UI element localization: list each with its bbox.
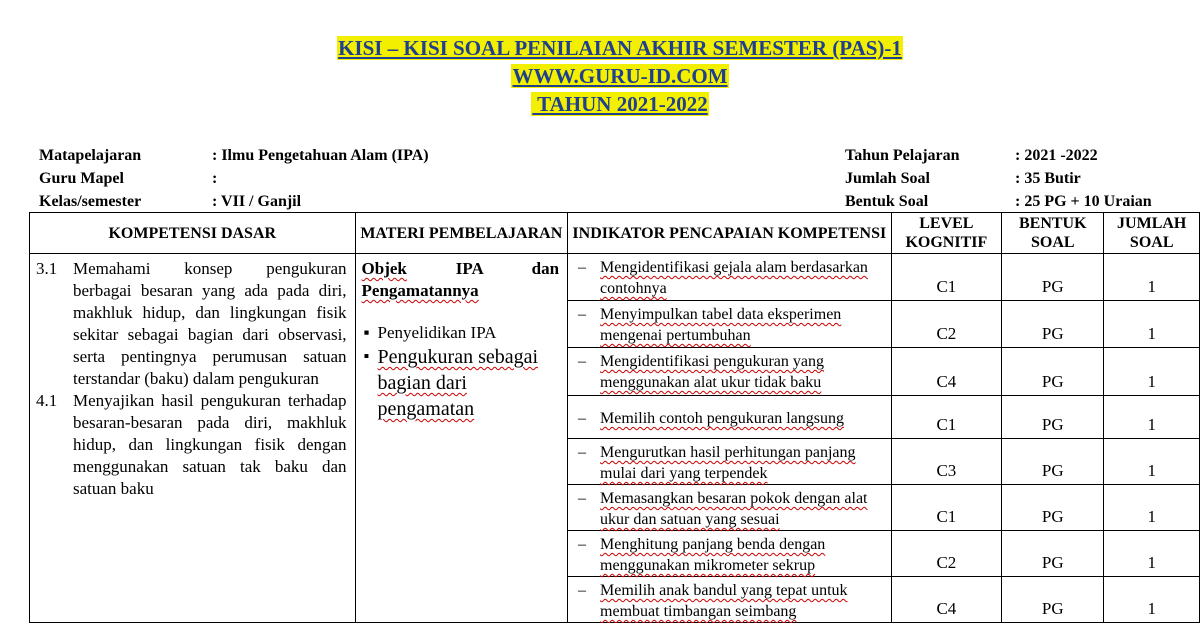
kompetensi-dasar-cell: [30, 254, 356, 623]
kd-number: 3.1: [36, 259, 58, 278]
kd-number: 4.1: [36, 391, 58, 410]
info-value: : 35 Butir: [1015, 170, 1081, 187]
info-label: Tahun Pelajaran: [845, 147, 960, 164]
bentuk-cell: PG: [1002, 254, 1104, 301]
kisi-kisi-table: [29, 212, 1200, 623]
info-labels-right: [845, 144, 960, 213]
materi-bullet: ▪ Pengukuran sebagai bagian dari pengamatan: [363, 346, 539, 420]
indikator-cell: – Mengidentifikasi pengukuran yang menggunakan alat ukur tidak baku: [568, 348, 892, 396]
bentuk-cell: PG: [1002, 577, 1104, 623]
info-label: Kelas/semester: [39, 193, 142, 210]
table-header-row: [30, 213, 1200, 254]
materi-heading: Objek IPA dan: [361, 259, 560, 278]
kd-item: [36, 258, 347, 390]
bentuk-cell: PG: [1002, 348, 1104, 396]
kd-text: Memahami konsep pengukuran berbagai besaran yang ada pada diri, makhluk hidup, dan lingkungan fisik sekitar sebagai bagian dari observasi, serta pentingnya perumusan satuan terstandar (baku) dalam pengukuran: [73, 259, 347, 388]
materi-heading-line2: Pengamatannya: [361, 281, 479, 300]
header-kompetensi-dasar: KOMPETENSI DASAR: [30, 213, 356, 254]
jumlah-cell: 1: [1104, 577, 1200, 623]
header-level: LEVEL KOGNITIF: [891, 213, 1001, 254]
jumlah-cell: 1: [1104, 396, 1200, 439]
materi-cell: [355, 254, 567, 623]
jumlah-cell: 1: [1104, 301, 1200, 348]
info-value: :: [212, 170, 218, 187]
bentuk-cell: PG: [1002, 485, 1104, 531]
indikator-cell: – Menyimpulkan tabel data eksperimen mengenai pertumbuhan: [568, 301, 892, 348]
header-jumlah: JUMLAH SOAL: [1104, 213, 1200, 254]
info-value: : 2021 -2022: [1015, 147, 1098, 164]
materi-list: [362, 322, 559, 422]
title-line-2: WWW.GURU-ID.COM: [512, 64, 728, 88]
kd-item: [36, 390, 347, 500]
indikator-cell: – Memilih anak bandul yang tepat untuk membuat timbangan seimbang: [568, 577, 892, 623]
indikator-cell: – Memasangkan besaran pokok dengan alat ukur dan satuan yang sesuai: [568, 485, 892, 531]
info-labels-left: [39, 144, 141, 213]
bentuk-cell: PG: [1002, 396, 1104, 439]
info-label: Matapelajaran: [39, 147, 142, 164]
bentuk-cell: PG: [1002, 531, 1104, 577]
indikator-cell: – Mengurutkan hasil perhitungan panjang mulai dari yang terpendek: [568, 439, 892, 485]
level-cell: C4: [891, 348, 1001, 396]
info-label: Jumlah Soal: [845, 170, 930, 187]
info-label: Bentuk Soal: [845, 193, 929, 210]
info-values-left: [212, 144, 429, 213]
header-materi: MATERI PEMBELAJARAN: [355, 213, 567, 254]
materi-bullet: ▪ Penyelidikan IPA: [363, 323, 497, 342]
header-indikator: INDIKATOR PENCAPAIAN KOMPETENSI: [568, 213, 892, 254]
info-value: : 25 PG + 10 Uraian: [1015, 193, 1152, 210]
info-label: Guru Mapel: [39, 170, 124, 187]
bentuk-cell: PG: [1002, 439, 1104, 485]
level-cell: C2: [891, 531, 1001, 577]
jumlah-cell: 1: [1104, 254, 1200, 301]
title-line-1: KISI – KISI SOAL PENILAIAN AKHIR SEMESTER (PAS)-1: [338, 36, 902, 60]
title-line-3: TAHUN 2021-2022: [532, 92, 708, 116]
kd-text: Menyajikan hasil pengukuran terhadap besaran-besaran pada diri, makhluk hidup, dan lingkungan fisik dengan menggunakan satuan tak baku dan satuan baku: [73, 391, 347, 498]
level-cell: C1: [891, 254, 1001, 301]
header-bentuk: BENTUK SOAL: [1002, 213, 1104, 254]
indikator-cell: – Mengidentifikasi gejala alam berdasarkan contohnya: [568, 254, 892, 301]
level-cell: C2: [891, 301, 1001, 348]
indikator-cell: – Menghitung panjang benda dengan menggunakan mikrometer sekrup: [568, 531, 892, 577]
jumlah-cell: 1: [1104, 348, 1200, 396]
level-cell: C3: [891, 439, 1001, 485]
bentuk-cell: PG: [1002, 301, 1104, 348]
level-cell: C1: [891, 485, 1001, 531]
document-title: [0, 34, 1200, 118]
jumlah-cell: 1: [1104, 485, 1200, 531]
table-row: [30, 254, 1200, 301]
info-value: : VII / Ganjil: [212, 193, 302, 210]
info-values-right: [1015, 144, 1152, 213]
level-cell: C4: [891, 577, 1001, 623]
jumlah-cell: 1: [1104, 439, 1200, 485]
jumlah-cell: 1: [1104, 531, 1200, 577]
level-cell: C1: [891, 396, 1001, 439]
indikator-cell: – Memilih contoh pengukuran langsung: [568, 396, 892, 439]
info-value: : Ilmu Pengetahuan Alam (IPA): [212, 147, 429, 164]
